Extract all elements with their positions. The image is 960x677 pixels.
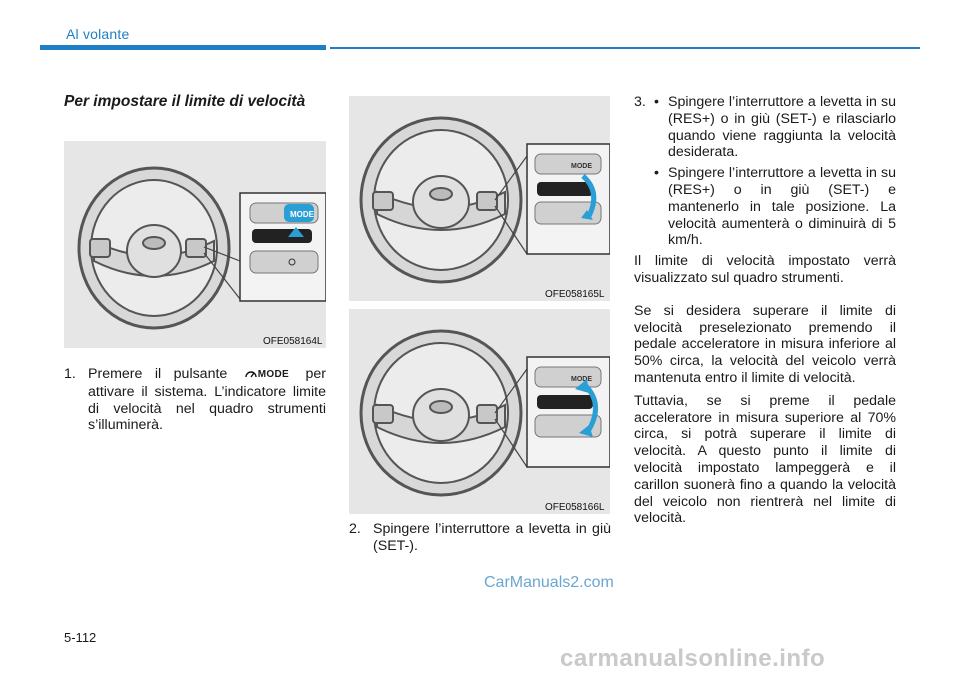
figure-steering-wheel-3: [349, 309, 610, 514]
control-panel-zoom: [240, 193, 326, 301]
paragraph-display: Il limite di velocità impostato verrà visualizzato sul quadro strumenti.: [634, 253, 896, 286]
section-heading: Per impostare il limite di velocità: [64, 93, 306, 110]
figure-steering-wheel-1: [64, 141, 326, 348]
mode-label: MODE: [257, 369, 289, 380]
watermark-carmanualsonline: carmanualsonline.info: [560, 645, 826, 672]
mode-badge: MODE: [290, 210, 314, 219]
figure-code-3: OFE058166L: [545, 502, 605, 513]
bullet-b: •: [654, 165, 659, 182]
step-1-text-pre: Premere il pulsante: [88, 366, 228, 382]
figure-steering-wheel-2: [349, 96, 610, 301]
step-2: [349, 521, 611, 555]
paragraph-exceed-70: Tuttavia, se si preme il pedale acceleratore in misura superiore al 70% circa, si potrà superare il limite di velocità. A questo punto il limite di velocità impostato lampeggerà e il carillon suonerà fino a quando la velocità del veicolo non rientrerà nel limite di velocità.: [634, 392, 896, 527]
page-number: 5-112: [64, 630, 97, 645]
step-2-number: 2.: [349, 521, 361, 537]
figure-code-2: OFE058165L: [545, 289, 605, 300]
steering-wheel-illustration: [361, 331, 521, 495]
steering-wheel-illustration: [361, 118, 521, 282]
header-rule-thick: [40, 45, 326, 50]
step-1-number: 1.: [64, 366, 76, 382]
mode-badge: MODE: [571, 376, 592, 383]
figure-code-1: OFE058164L: [263, 336, 323, 347]
bullet-a: •: [654, 94, 659, 110]
step-3-bullet-b: Spingere l’interruttore a levetta in su (RES+) o in giù (SET-) e mantenerlo in tale posizione. La velocità aumenterà o diminuirà di 5 km/h.: [668, 165, 896, 249]
header-rule-thin: [330, 47, 920, 49]
control-panel-zoom: [527, 357, 610, 467]
step-1-text-post: per attivare il sistema. L’indicatore limite di velocità nel quadro strumenti s’illuminerà.: [88, 366, 326, 434]
step-3-bullet-a: Spingere l’interruttore a levetta in su (RES+) o in giù (SET-) e rilasciarlo quando viene raggiunta la velocità desiderata.: [668, 94, 896, 161]
step-1: [64, 366, 326, 434]
watermark-carmanuals2: CarManuals2.com: [484, 574, 614, 591]
mode-button-icon: [244, 366, 289, 384]
mode-badge: MODE: [571, 163, 592, 170]
control-panel-zoom: [527, 144, 610, 254]
column-3: [634, 94, 896, 527]
step-3-number: 3.: [634, 94, 646, 110]
section-title: Al volante: [66, 26, 130, 42]
step-2-text: Spingere l’interruttore a levetta in giù (SET-).: [373, 521, 611, 554]
paragraph-exceed-50: Se si desidera superare il limite di velocità preselezionato premendo il pedale acceleratore in misura inferiore al 50% circa, la velocità del veicolo verrà mantenuta entro il limite di velocità.: [634, 302, 896, 386]
